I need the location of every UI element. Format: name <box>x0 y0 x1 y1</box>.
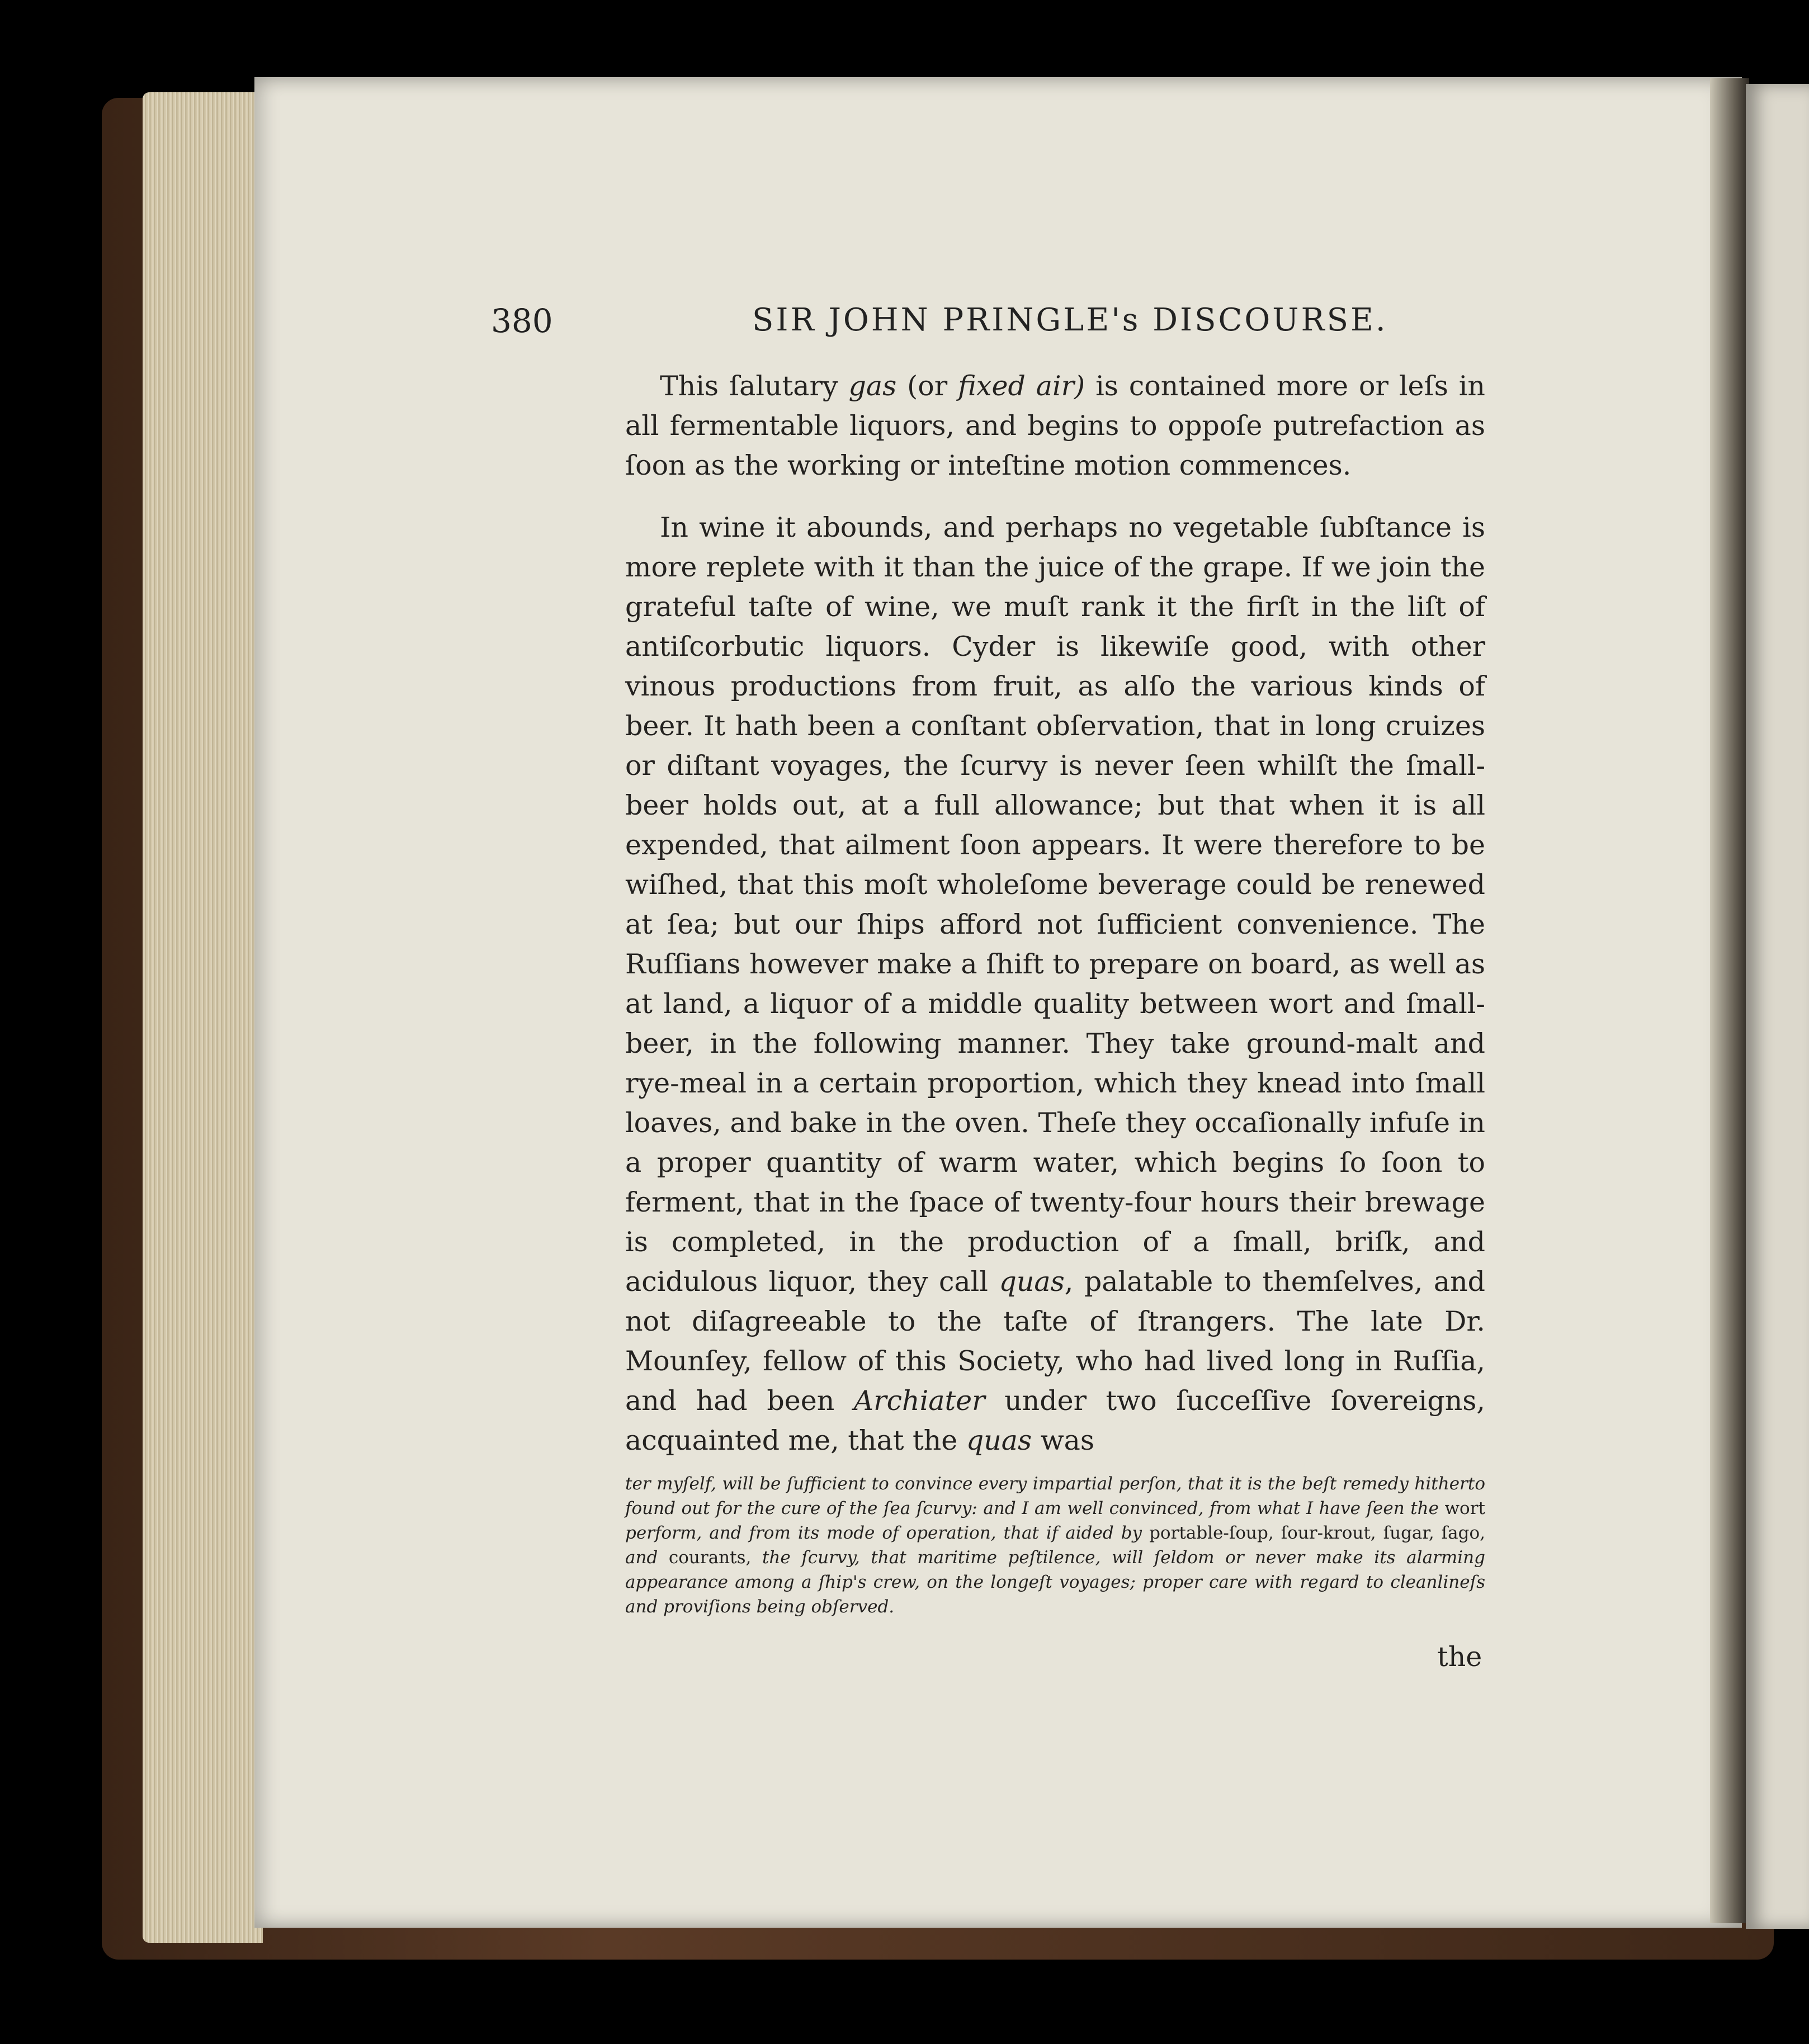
page-number: 380 <box>491 302 553 340</box>
footnote-run: wort <box>1444 1498 1485 1518</box>
footnote-run: portable-ſoup, ſour-krout, ſugar, ſago, <box>1149 1523 1485 1543</box>
text-run: quas <box>999 1266 1065 1298</box>
paragraph-2 <box>625 508 1485 1460</box>
body-text <box>625 366 1485 1460</box>
text-run: was <box>1032 1425 1095 1456</box>
text-run: is contained more or leſs in all fermentable liquors, and begins to oppoſe putrefaction as ſoon as the working or inteſtine motion commences. <box>625 370 1485 481</box>
footnote <box>625 1472 1485 1619</box>
facing-page-edge <box>1746 84 1809 1929</box>
text-run: In wine it abounds, and perhaps no vegetable ſubſtance is more replete with it than the juice of the grape. If we join the grateful taſte of wine, we muſt rank it the firſt in the liſt of antiſcorbutic liquors. Cyder is likewiſe good, with other vinous productions from fruit, as alſo the various kinds of beer. It hath been a conſtant obſervation, that in long cruizes or diſtant voyages, the ſcurvy is never ſeen whilſt the ſmall-beer holds out, at a full allowance; but that when it is all expended, that ailment ſoon appears. It were therefore to be wiſhed, that this moſt wholeſome beverage could be renewed at ſea; but our ſhips afford not ſufficient convenience. The Ruſſians however make a ſhift to prepare on board, as well as at land, a liquor of a middle quality between wort and ſmall-beer, in the following manner. They take ground-malt and rye-meal in a certain proportion, which they knead into ſmall loaves, and bake in the oven. Theſe they occaſionally infuſe in a proper quantity of warm water, which begins ſo ſoon to ferment, that in the ſpace of twenty-four hours their brewage is completed, in the production of a ſmall, briſk, and acidulous liquor, they call <box>625 512 1485 1298</box>
text-run: fixed air) <box>958 370 1085 402</box>
paragraph-1 <box>625 366 1485 485</box>
footnote-run: and <box>625 1548 669 1568</box>
text-run: quas <box>966 1425 1032 1456</box>
text-run: gas <box>848 370 897 402</box>
text-run: , palatable to themſelves, and not diſagreeable to the taſte of ſtrangers. The late Dr. Mounſey, fellow of this Society, who had lived long in Ruſſia, and had been <box>625 1266 1486 1417</box>
text-run: (or <box>896 370 958 402</box>
book-gutter <box>1710 78 1749 1923</box>
footnote-run: the ſcurvy, that maritime peſtilence, will ſeldom or never make its alarming appearance among a ſhip's crew, on the longeſt voyages; proper care with regard to cleanlineſs and proviſions being obſerved. <box>625 1548 1485 1617</box>
text-run: This ſalutary <box>660 370 849 402</box>
page-edges <box>143 92 263 1943</box>
text-run: Archiater <box>853 1385 985 1417</box>
footnote-run: perform, and from its mode of operation, that if aided by <box>625 1523 1150 1543</box>
footnote-run: courants, <box>668 1548 762 1568</box>
footnote-run: ter myſelf, will be ſufficient to convince every impartial perſon, that it is the beſt remedy hitherto found out for the cure of the ſea ſcurvy: and I am well convinced, from what I have ſeen the <box>625 1474 1485 1518</box>
text-run: under two ſucceſſive ſovereigns, acquainted me, that the <box>625 1385 1485 1456</box>
running-head: SIR JOHN PRINGLE's DISCOURSE. <box>752 302 1388 338</box>
catchword: the <box>1437 1641 1482 1673</box>
